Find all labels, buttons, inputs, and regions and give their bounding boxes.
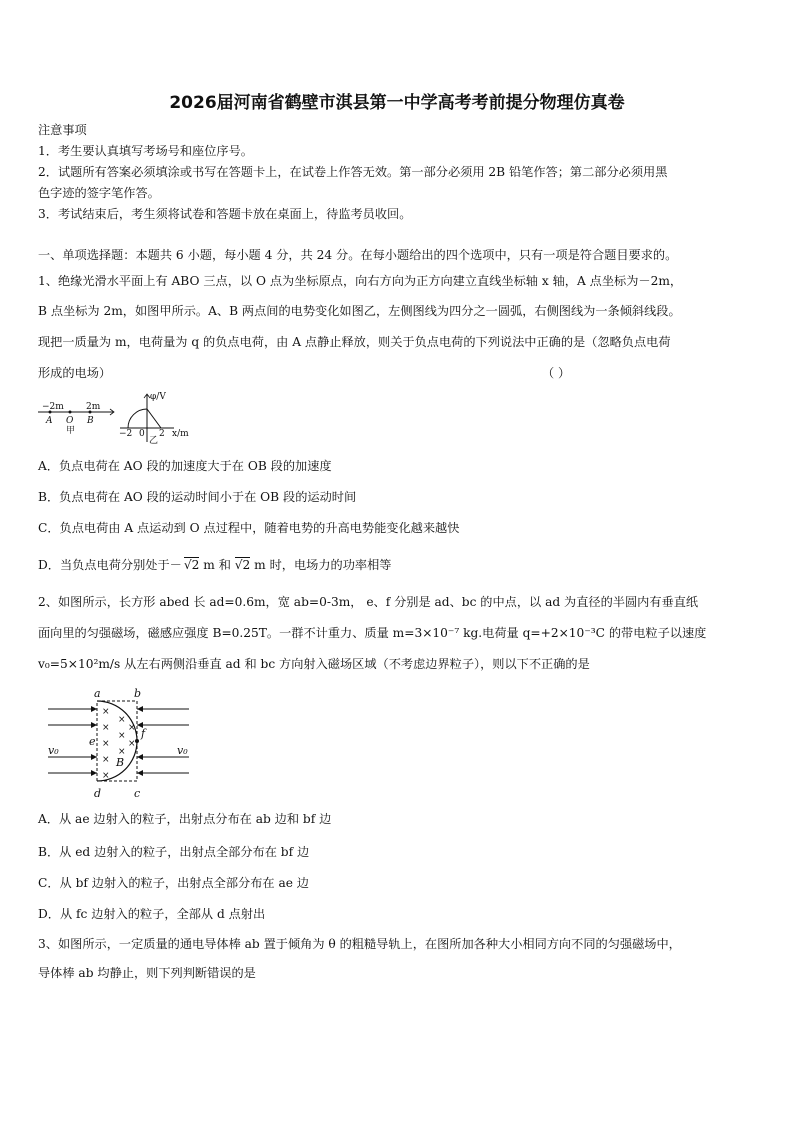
label-v0-right: v₀	[177, 744, 188, 757]
fig-a-caption: 甲	[66, 426, 76, 436]
q2-option-b: B．从 ed 边射入的粒子，出射点全部分布在 bf 边	[38, 845, 310, 859]
label-f: f	[141, 727, 146, 740]
q1-option-a: A．负点电荷在 AO 段的加速度大于在 OB 段的加速度	[38, 459, 332, 473]
q1-option-c: C．负点电荷由 A 点运动到 O 点过程中，随着电势的升高电势能变化越来越快	[38, 521, 460, 535]
notice-heading: 注意事项	[38, 123, 87, 137]
question-1-text: 现把一质量为 m，电荷量为 q 的负点电荷，由 A 点静止释放，则关于负点电荷的下列说法中正确的是（忽略负点电荷	[38, 335, 671, 349]
question-2-text: 2、如图所示，长方形 abed 长 ad=0.6m，宽 ab=0-3m， e、f 分别是 ad、bc 的中点，以 ad 为直径的半圆内有垂直纸	[38, 595, 699, 609]
q1-option-b: B．负点电荷在 AO 段的运动时间小于在 OB 段的运动时间	[38, 490, 357, 504]
q2-option-c: C．从 bf 边射入的粒子，出射点全部分布在 ae 边	[38, 876, 309, 890]
question-2-text: v₀=5×10²m/s 从左右两侧沿垂直 ad 和 bc 方向射入磁场区域（不考虑边界粒子），则以下不正确的是	[38, 657, 590, 671]
sqrt-symbol: √2	[234, 558, 251, 572]
label-b: b	[134, 687, 142, 700]
label-c: c	[134, 787, 141, 800]
q1-option-d	[38, 556, 392, 574]
label-a: a	[94, 687, 101, 700]
figure-jia	[36, 398, 116, 438]
svg-text:×: ×	[102, 707, 110, 717]
section-heading: 一、单项选择题：本题共 6 小题，每小题 4 分，共 24 分。在每小题给出的四个选项中，只有一项是符合题目要求的。	[38, 248, 678, 262]
fig-b-tick: 2	[159, 429, 165, 439]
question-1-text: 形成的电场）	[38, 366, 112, 380]
label-d: d	[94, 787, 102, 800]
page-title: 2026届河南省鹤壁市淇县第一中学高考考前提分物理仿真卷	[169, 93, 625, 113]
notice-item: 色字迹的签字笔作答。	[38, 186, 160, 200]
fig-a-point-b: B	[87, 416, 94, 426]
svg-text:×: ×	[128, 723, 136, 733]
question-1-text: B 点坐标为 2m，如图甲所示。A、B 两点间的电势变化如图乙，左侧图线为四分之一圆弧，右侧图线为一条倾斜线段。	[38, 304, 681, 318]
option-d-middle: m 和	[199, 558, 235, 572]
fig-a-point-a: A	[46, 416, 53, 426]
fig-b-caption: 乙	[149, 436, 159, 444]
fig-a-left-label: −2m	[42, 402, 64, 412]
fig-b-tick: 0	[139, 429, 145, 439]
question-3-text: 导体棒 ab 均静止，则下列判断错误的是	[38, 966, 256, 980]
q2-option-d: D．从 fc 边射入的粒子，全部从 d 点射出	[38, 907, 266, 921]
question-2-text: 面向里的匀强磁场，磁感应强度 B=0.25T。一群不计重力、质量 m=3×10⁻⁷ kg.电荷量 q=+2×10⁻³C 的带电粒子以速度	[38, 626, 707, 640]
svg-text:×: ×	[118, 747, 126, 757]
svg-text:×: ×	[118, 715, 126, 725]
figure-yi	[114, 390, 194, 444]
svg-text:×: ×	[102, 739, 110, 749]
notice-item: 1．考生要认真填写考场号和座位序号。	[38, 144, 253, 158]
svg-text:×: ×	[128, 739, 136, 749]
svg-text:×: ×	[118, 731, 126, 741]
sqrt-symbol: √2	[183, 558, 200, 572]
q2-option-a: A．从 ae 边射入的粒子，出射点分布在 ab 边和 bf 边	[38, 812, 332, 826]
sqrt-value: 2	[242, 558, 251, 572]
fig-b-xlabel: x/m	[172, 429, 189, 439]
option-d-prefix: D．当负点电荷分别处于－	[38, 558, 182, 572]
svg-text:×: ×	[102, 755, 110, 765]
sqrt-value: 2	[191, 558, 200, 572]
label-v0-left: v₀	[48, 744, 59, 757]
notice-item: 2．试题所有答案必须填涂或书写在答题卡上，在试卷上作答无效。第一部分必须用 2B 铅笔作答；第二部分必须用黑	[38, 165, 668, 179]
label-field-b: B	[116, 756, 125, 769]
magnetic-field-figure	[44, 684, 196, 802]
fig-b-ylabel: φ/V	[150, 392, 166, 402]
question-1-text: 1、绝缘光滑水平面上有 ABO 三点，以 O 点为坐标原点，向右方向为正方向建立直线坐标轴 x 轴，A 点坐标为－2m，	[38, 274, 683, 288]
option-d-suffix: m 时，电场力的功率相等	[250, 558, 392, 572]
svg-text:×: ×	[102, 723, 110, 733]
label-e: e	[89, 735, 96, 748]
fig-a-point-o: O	[66, 416, 74, 426]
fig-a-right-label: 2m	[86, 402, 101, 412]
question-3-text: 3、如图所示，一定质量的通电导体棒 ab 置于倾角为 θ 的粗糙导轨上，在图所加各种大小相同方向不同的匀强磁场中，	[38, 937, 681, 951]
answer-paren: （ ）	[542, 366, 571, 380]
notice-item: 3．考试结束后，考生须将试卷和答题卡放在桌面上，待监考员收回。	[38, 207, 412, 221]
svg-text:×: ×	[102, 771, 110, 781]
fig-b-tick: −2	[119, 429, 133, 439]
